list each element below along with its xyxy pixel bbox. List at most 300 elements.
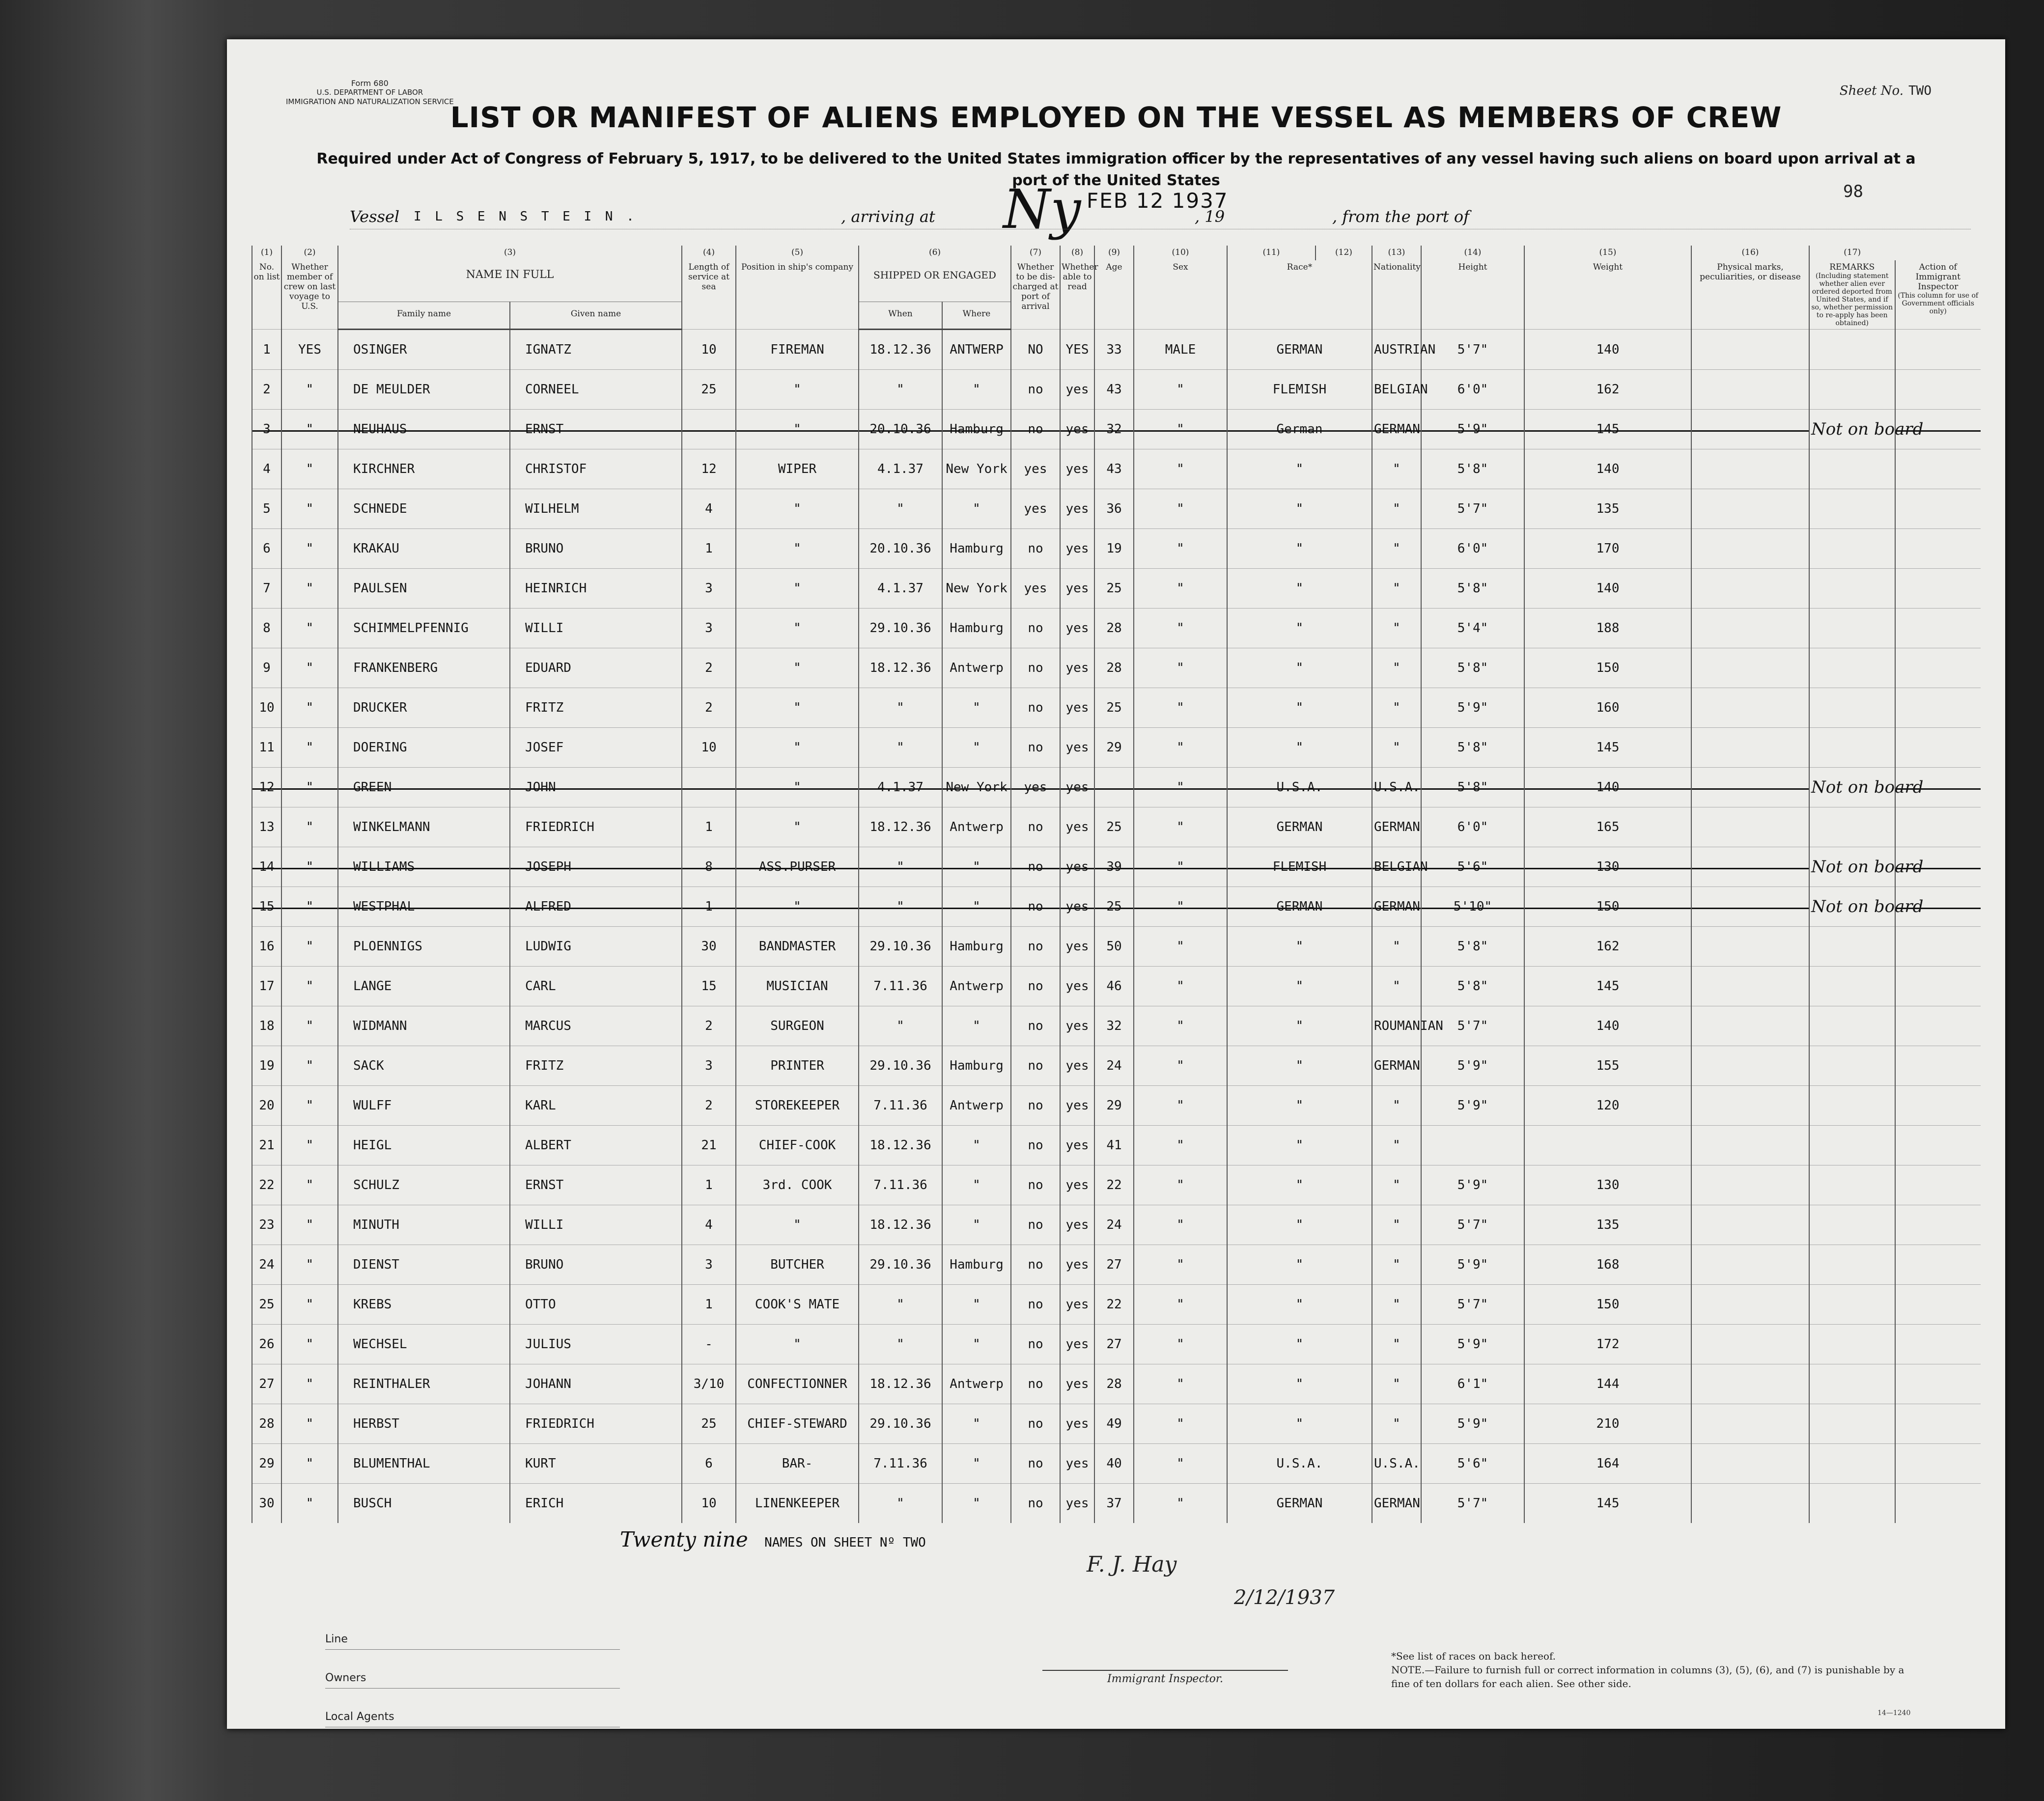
shipped-where-cell: " <box>942 1006 1011 1046</box>
action-cell <box>1895 609 1981 648</box>
member-before-cell: " <box>281 1086 338 1126</box>
row-number-cell: 29 <box>252 1444 281 1484</box>
weight-cell: 145 <box>1524 410 1691 449</box>
weight-cell: 140 <box>1524 1006 1691 1046</box>
height-cell: 5'9" <box>1421 1086 1524 1126</box>
physical-marks-cell <box>1691 967 1809 1006</box>
sex-cell: " <box>1134 529 1227 569</box>
family-name-cell: SCHIMMELPFENNIG <box>338 609 510 648</box>
shipped-when-cell: 29.10.36 <box>859 1046 942 1086</box>
sex-cell: " <box>1134 569 1227 609</box>
action-cell <box>1895 410 1981 449</box>
header-remarks <box>1809 260 1895 330</box>
action-cell <box>1895 1126 1981 1165</box>
shipped-where-cell: " <box>942 688 1011 728</box>
nationality-cell: GERMAN <box>1372 410 1421 449</box>
discharged-cell: yes <box>1011 569 1060 609</box>
race-cell: FLEMISH <box>1227 370 1372 410</box>
able-read-cell: yes <box>1060 1285 1094 1325</box>
race-cell: " <box>1227 1404 1372 1444</box>
shipped-where-cell: Antwerp <box>942 967 1011 1006</box>
nationality-cell: " <box>1372 489 1421 529</box>
position-cell: " <box>736 1325 859 1364</box>
weight-cell: 140 <box>1524 449 1691 489</box>
nationality-cell: " <box>1372 967 1421 1006</box>
member-before-cell: " <box>281 489 338 529</box>
colnum: (17) <box>1809 246 1895 260</box>
row-number-cell: 5 <box>252 489 281 529</box>
table-row <box>252 1484 1981 1524</box>
nationality-cell: " <box>1372 688 1421 728</box>
physical-marks-cell <box>1691 489 1809 529</box>
race-cell: GERMAN <box>1227 887 1372 927</box>
given-name-cell: WILLI <box>510 1205 682 1245</box>
remarks-cell <box>1809 688 1895 728</box>
header-race: Race* <box>1227 260 1372 330</box>
shipped-when-cell: 4.1.37 <box>859 449 942 489</box>
given-name-cell: FRITZ <box>510 1046 682 1086</box>
sex-cell: " <box>1134 410 1227 449</box>
nationality-cell: GERMAN <box>1372 887 1421 927</box>
family-name-cell: WIDMANN <box>338 1006 510 1046</box>
age-cell: 28 <box>1094 609 1134 648</box>
action-cell <box>1895 847 1981 887</box>
height-cell <box>1421 1126 1524 1165</box>
given-name-cell: LUDWIG <box>510 927 682 967</box>
discharged-cell: no <box>1011 1165 1060 1205</box>
nationality-cell: " <box>1372 1325 1421 1364</box>
family-name-cell: WESTPHAL <box>338 887 510 927</box>
nationality-cell: " <box>1372 569 1421 609</box>
remarks-cell: Not on board <box>1809 887 1895 927</box>
shipped-where-cell: " <box>942 1404 1011 1444</box>
remarks-cell <box>1809 1086 1895 1126</box>
shipped-when-cell: " <box>859 1325 942 1364</box>
action-cell <box>1895 489 1981 529</box>
action-cell <box>1895 1325 1981 1364</box>
row-number-cell: 14 <box>252 847 281 887</box>
age-cell: 27 <box>1094 1325 1134 1364</box>
discharged-cell: yes <box>1011 489 1060 529</box>
remarks-cell <box>1809 1006 1895 1046</box>
nationality-cell: " <box>1372 728 1421 768</box>
race-cell: U.S.A. <box>1227 768 1372 807</box>
colnum: (12) <box>1316 246 1372 260</box>
length-service-cell: 2 <box>682 648 736 688</box>
race-cell: " <box>1227 688 1372 728</box>
action-cell <box>1895 370 1981 410</box>
member-before-cell: " <box>281 410 338 449</box>
length-service-cell: 6 <box>682 1444 736 1484</box>
action-cell <box>1895 1285 1981 1325</box>
nationality-cell: AUSTRIAN <box>1372 330 1421 370</box>
given-name-cell: IGNATZ <box>510 330 682 370</box>
table-row <box>252 609 1981 648</box>
remarks-cell <box>1809 330 1895 370</box>
length-service-cell: 4 <box>682 1205 736 1245</box>
row-number-cell: 10 <box>252 688 281 728</box>
weight-cell: 162 <box>1524 370 1691 410</box>
table-row <box>252 449 1981 489</box>
able-read-cell: yes <box>1060 609 1094 648</box>
height-cell: 6'0" <box>1421 370 1524 410</box>
physical-marks-cell <box>1691 609 1809 648</box>
member-before-cell: " <box>281 609 338 648</box>
header-name-in-full: NAME IN FULL <box>338 260 682 302</box>
able-read-cell: yes <box>1060 1165 1094 1205</box>
action-cell <box>1895 1245 1981 1285</box>
header-able-read: Whether able to read <box>1060 260 1094 330</box>
row-number-cell: 27 <box>252 1364 281 1404</box>
member-before-cell: " <box>281 728 338 768</box>
discharged-cell: no <box>1011 1364 1060 1404</box>
remarks-cell <box>1809 370 1895 410</box>
physical-marks-cell <box>1691 807 1809 847</box>
weight-cell: 145 <box>1524 967 1691 1006</box>
age-cell: 39 <box>1094 847 1134 887</box>
able-read-cell: yes <box>1060 1325 1094 1364</box>
header-age: Age <box>1094 260 1134 330</box>
height-cell: 5'7" <box>1421 1006 1524 1046</box>
position-cell: " <box>736 728 859 768</box>
family-name-cell: SACK <box>338 1046 510 1086</box>
shipped-where-cell: Hamburg <box>942 1245 1011 1285</box>
shipped-when-cell: 4.1.37 <box>859 768 942 807</box>
discharged-cell: no <box>1011 370 1060 410</box>
remarks-cell <box>1809 1404 1895 1444</box>
remarks-cell <box>1809 1364 1895 1404</box>
height-cell: 5'9" <box>1421 1245 1524 1285</box>
age-cell: 25 <box>1094 688 1134 728</box>
age-cell: 25 <box>1094 569 1134 609</box>
physical-marks-cell <box>1691 1444 1809 1484</box>
able-read-cell: yes <box>1060 1205 1094 1245</box>
race-cell: " <box>1227 569 1372 609</box>
weight-cell: 160 <box>1524 688 1691 728</box>
race-cell: " <box>1227 728 1372 768</box>
discharged-cell: no <box>1011 1006 1060 1046</box>
length-service-cell: 1 <box>682 1285 736 1325</box>
able-read-cell: YES <box>1060 330 1094 370</box>
owners-field: Owners <box>325 1668 620 1689</box>
discharged-cell: no <box>1011 728 1060 768</box>
action-cell <box>1895 330 1981 370</box>
row-number-cell: 23 <box>252 1205 281 1245</box>
weight-cell: 210 <box>1524 1404 1691 1444</box>
nationality-cell: GERMAN <box>1372 807 1421 847</box>
discharged-cell: no <box>1011 1245 1060 1285</box>
family-name-cell: PLOENNIGS <box>338 927 510 967</box>
physical-marks-cell <box>1691 768 1809 807</box>
position-cell: " <box>736 648 859 688</box>
row-number-cell: 30 <box>252 1484 281 1524</box>
row-number-cell: 19 <box>252 1046 281 1086</box>
age-cell: 28 <box>1094 1364 1134 1404</box>
age-cell: 40 <box>1094 1444 1134 1484</box>
nationality-cell: ROUMANIAN <box>1372 1006 1421 1046</box>
able-read-cell: yes <box>1060 967 1094 1006</box>
shipped-when-cell: " <box>859 1484 942 1524</box>
shipped-where-cell: Hamburg <box>942 927 1011 967</box>
names-count-line <box>620 1527 926 1552</box>
given-name-cell: WILLI <box>510 609 682 648</box>
race-cell: " <box>1227 529 1372 569</box>
row-number-cell: 22 <box>252 1165 281 1205</box>
shipped-when-cell: " <box>859 728 942 768</box>
length-service-cell: 10 <box>682 330 736 370</box>
member-before-cell: " <box>281 370 338 410</box>
row-number-cell: 7 <box>252 569 281 609</box>
shipped-where-cell: " <box>942 1444 1011 1484</box>
member-before-cell: " <box>281 1046 338 1086</box>
nationality-cell: " <box>1372 1285 1421 1325</box>
action-cell <box>1895 967 1981 1006</box>
member-before-cell: " <box>281 927 338 967</box>
sex-cell: " <box>1134 1444 1227 1484</box>
remarks-cell: Not on board <box>1809 768 1895 807</box>
weight-cell: 150 <box>1524 648 1691 688</box>
header-nationality: Nationality <box>1372 260 1421 330</box>
height-cell: 6'0" <box>1421 529 1524 569</box>
member-before-cell: " <box>281 967 338 1006</box>
able-read-cell: yes <box>1060 1245 1094 1285</box>
family-name-cell: BLUMENTHAL <box>338 1444 510 1484</box>
position-cell: " <box>736 609 859 648</box>
family-name-cell: SCHNEDE <box>338 489 510 529</box>
discharged-cell: no <box>1011 1325 1060 1364</box>
action-cell <box>1895 927 1981 967</box>
race-cell: " <box>1227 648 1372 688</box>
height-cell: 5'9" <box>1421 1325 1524 1364</box>
colnum: (1) <box>252 246 281 260</box>
shipped-where-cell: Hamburg <box>942 410 1011 449</box>
sheet-number-value: TWO <box>1908 83 1932 98</box>
height-cell: 5'7" <box>1421 330 1524 370</box>
table-row <box>252 967 1981 1006</box>
remarks-cell <box>1809 1126 1895 1165</box>
remarks-cell <box>1809 927 1895 967</box>
discharged-cell: no <box>1011 887 1060 927</box>
shipped-where-cell: ANTWERP <box>942 330 1011 370</box>
height-cell: 5'8" <box>1421 648 1524 688</box>
row-number-cell: 15 <box>252 887 281 927</box>
shipped-when-cell: 7.11.36 <box>859 1165 942 1205</box>
sex-cell: MALE <box>1134 330 1227 370</box>
shipped-where-cell: Antwerp <box>942 807 1011 847</box>
length-service-cell <box>682 768 736 807</box>
able-read-cell: yes <box>1060 688 1094 728</box>
shipped-when-cell: 7.11.36 <box>859 1086 942 1126</box>
given-name-cell: FRIEDRICH <box>510 1404 682 1444</box>
nationality-cell: U.S.A. <box>1372 768 1421 807</box>
form-code: 14—1240 <box>1877 1709 1911 1717</box>
position-cell: " <box>736 887 859 927</box>
table-row <box>252 529 1981 569</box>
table-row <box>252 768 1981 807</box>
length-service-cell: 25 <box>682 370 736 410</box>
year-label: , 19 <box>1195 207 1225 226</box>
vessel-label: Vessel <box>350 207 400 226</box>
arrival-port-handwritten: Ny <box>1003 178 1081 241</box>
physical-marks-cell <box>1691 648 1809 688</box>
shipped-when-cell: " <box>859 887 942 927</box>
action-cell <box>1895 569 1981 609</box>
race-cell: U.S.A. <box>1227 1444 1372 1484</box>
physical-marks-cell <box>1691 449 1809 489</box>
sex-cell: " <box>1134 1364 1227 1404</box>
physical-marks-cell <box>1691 1404 1809 1444</box>
weight-cell: 172 <box>1524 1325 1691 1364</box>
remarks-cell <box>1809 967 1895 1006</box>
row-number-cell: 6 <box>252 529 281 569</box>
height-cell: 5'8" <box>1421 967 1524 1006</box>
table-row <box>252 887 1981 927</box>
family-name-cell: MINUTH <box>338 1205 510 1245</box>
position-cell: BANDMASTER <box>736 927 859 967</box>
given-name-cell: CORNEEL <box>510 370 682 410</box>
length-service-cell: 10 <box>682 728 736 768</box>
physical-marks-cell <box>1691 1205 1809 1245</box>
race-cell: " <box>1227 1165 1372 1205</box>
discharged-cell: no <box>1011 847 1060 887</box>
physical-marks-cell <box>1691 1126 1809 1165</box>
remarks-cell <box>1809 1165 1895 1205</box>
table-row <box>252 1245 1981 1285</box>
member-before-cell: " <box>281 1006 338 1046</box>
notes <box>1391 1649 1912 1690</box>
able-read-cell: yes <box>1060 1126 1094 1165</box>
discharged-cell: no <box>1011 1444 1060 1484</box>
action-cell <box>1895 1404 1981 1444</box>
weight-cell: 120 <box>1524 1086 1691 1126</box>
position-cell: FIREMAN <box>736 330 859 370</box>
sex-cell: " <box>1134 847 1227 887</box>
weight-cell: 145 <box>1524 1484 1691 1524</box>
length-service-cell: 25 <box>682 1404 736 1444</box>
length-service-cell: 8 <box>682 847 736 887</box>
colnum: (5) <box>736 246 859 260</box>
nationality-cell: " <box>1372 648 1421 688</box>
sex-cell: " <box>1134 967 1227 1006</box>
discharged-cell: no <box>1011 1046 1060 1086</box>
family-name-cell: WILLIAMS <box>338 847 510 887</box>
discharged-cell: no <box>1011 410 1060 449</box>
age-cell: 36 <box>1094 489 1134 529</box>
age-cell: 22 <box>1094 1285 1134 1325</box>
length-service-cell: 2 <box>682 1006 736 1046</box>
shipped-when-cell: 29.10.36 <box>859 1404 942 1444</box>
header-where: Where <box>942 302 1011 330</box>
family-name-cell: LANGE <box>338 967 510 1006</box>
given-name-cell: JOSEPH <box>510 847 682 887</box>
remarks-cell <box>1809 529 1895 569</box>
remarks-cell <box>1809 609 1895 648</box>
length-service-cell: 21 <box>682 1126 736 1165</box>
colnum: (4) <box>682 246 736 260</box>
action-cell <box>1895 1484 1981 1524</box>
action-cell <box>1895 1006 1981 1046</box>
age-cell: 19 <box>1094 529 1134 569</box>
physical-marks-cell <box>1691 370 1809 410</box>
sex-cell: " <box>1134 688 1227 728</box>
height-cell: 5'9" <box>1421 1404 1524 1444</box>
race-cell: " <box>1227 489 1372 529</box>
position-cell: CONFECTIONNER <box>736 1364 859 1404</box>
position-cell: SURGEON <box>736 1006 859 1046</box>
length-service-cell: 1 <box>682 529 736 569</box>
row-number-cell: 2 <box>252 370 281 410</box>
header-action <box>1895 260 1981 330</box>
table-row <box>252 1325 1981 1364</box>
table-row <box>252 489 1981 529</box>
race-cell: " <box>1227 1205 1372 1245</box>
length-service-cell: 3/10 <box>682 1364 736 1404</box>
family-name-cell: PAULSEN <box>338 569 510 609</box>
given-name-cell: KARL <box>510 1086 682 1126</box>
sex-cell: " <box>1134 728 1227 768</box>
physical-marks-cell <box>1691 887 1809 927</box>
race-cell: " <box>1227 1285 1372 1325</box>
physical-marks-cell <box>1691 1006 1809 1046</box>
physical-marks-cell <box>1691 688 1809 728</box>
arriving-label: , arriving at <box>841 207 935 226</box>
physical-marks-cell <box>1691 1086 1809 1126</box>
action-cell <box>1895 1364 1981 1404</box>
physical-marks-cell <box>1691 1165 1809 1205</box>
shipped-where-cell: " <box>942 1126 1011 1165</box>
race-cell: " <box>1227 1126 1372 1165</box>
able-read-cell: yes <box>1060 927 1094 967</box>
shipped-when-cell: 29.10.36 <box>859 1245 942 1285</box>
race-cell: " <box>1227 1245 1372 1285</box>
physical-marks-cell <box>1691 728 1809 768</box>
discharged-cell: no <box>1011 1086 1060 1126</box>
nationality-cell: " <box>1372 1165 1421 1205</box>
sex-cell: " <box>1134 1325 1227 1364</box>
length-service-cell: 2 <box>682 1086 736 1126</box>
age-cell: 28 <box>1094 648 1134 688</box>
weight-cell: 155 <box>1524 1046 1691 1086</box>
nationality-cell: " <box>1372 1364 1421 1404</box>
table-row <box>252 648 1981 688</box>
names-count-handwritten: Twenty nine <box>620 1527 748 1552</box>
penalty-note: NOTE.—Failure to furnish full or correct information in columns (3), (5), (6), and (7) is punishable by a fine of ten dollars for each alien. See other side. <box>1391 1664 1904 1690</box>
length-service-cell: 15 <box>682 967 736 1006</box>
remarks-cell <box>1809 1325 1895 1364</box>
inspector-signature: F. J. Hay <box>1087 1552 1177 1577</box>
weight-cell: 140 <box>1524 569 1691 609</box>
header-sex: Sex <box>1134 260 1227 330</box>
shipped-where-cell: New York <box>942 768 1011 807</box>
able-read-cell: yes <box>1060 1086 1094 1126</box>
shipped-when-cell: 18.12.36 <box>859 330 942 370</box>
member-before-cell: " <box>281 449 338 489</box>
remarks-cell <box>1809 1484 1895 1524</box>
nationality-cell: " <box>1372 529 1421 569</box>
action-cell <box>1895 648 1981 688</box>
weight-cell: 170 <box>1524 529 1691 569</box>
discharged-cell: NO <box>1011 330 1060 370</box>
given-name-cell: ALFRED <box>510 887 682 927</box>
header-shipped-engaged: SHIPPED OR ENGAGED <box>859 260 1011 302</box>
page-title: LIST OR MANIFEST OF ALIENS EMPLOYED ON THE VESSEL AS MEMBERS OF CREW <box>450 101 1782 134</box>
shipped-when-cell: " <box>859 847 942 887</box>
header-weight: Weight <box>1524 260 1691 330</box>
header-height: Height <box>1421 260 1524 330</box>
vessel-name: I L S E N S T E I N . <box>414 209 637 224</box>
race-note: *See list of races on back hereof. <box>1391 1650 1556 1662</box>
given-name-cell: CARL <box>510 967 682 1006</box>
